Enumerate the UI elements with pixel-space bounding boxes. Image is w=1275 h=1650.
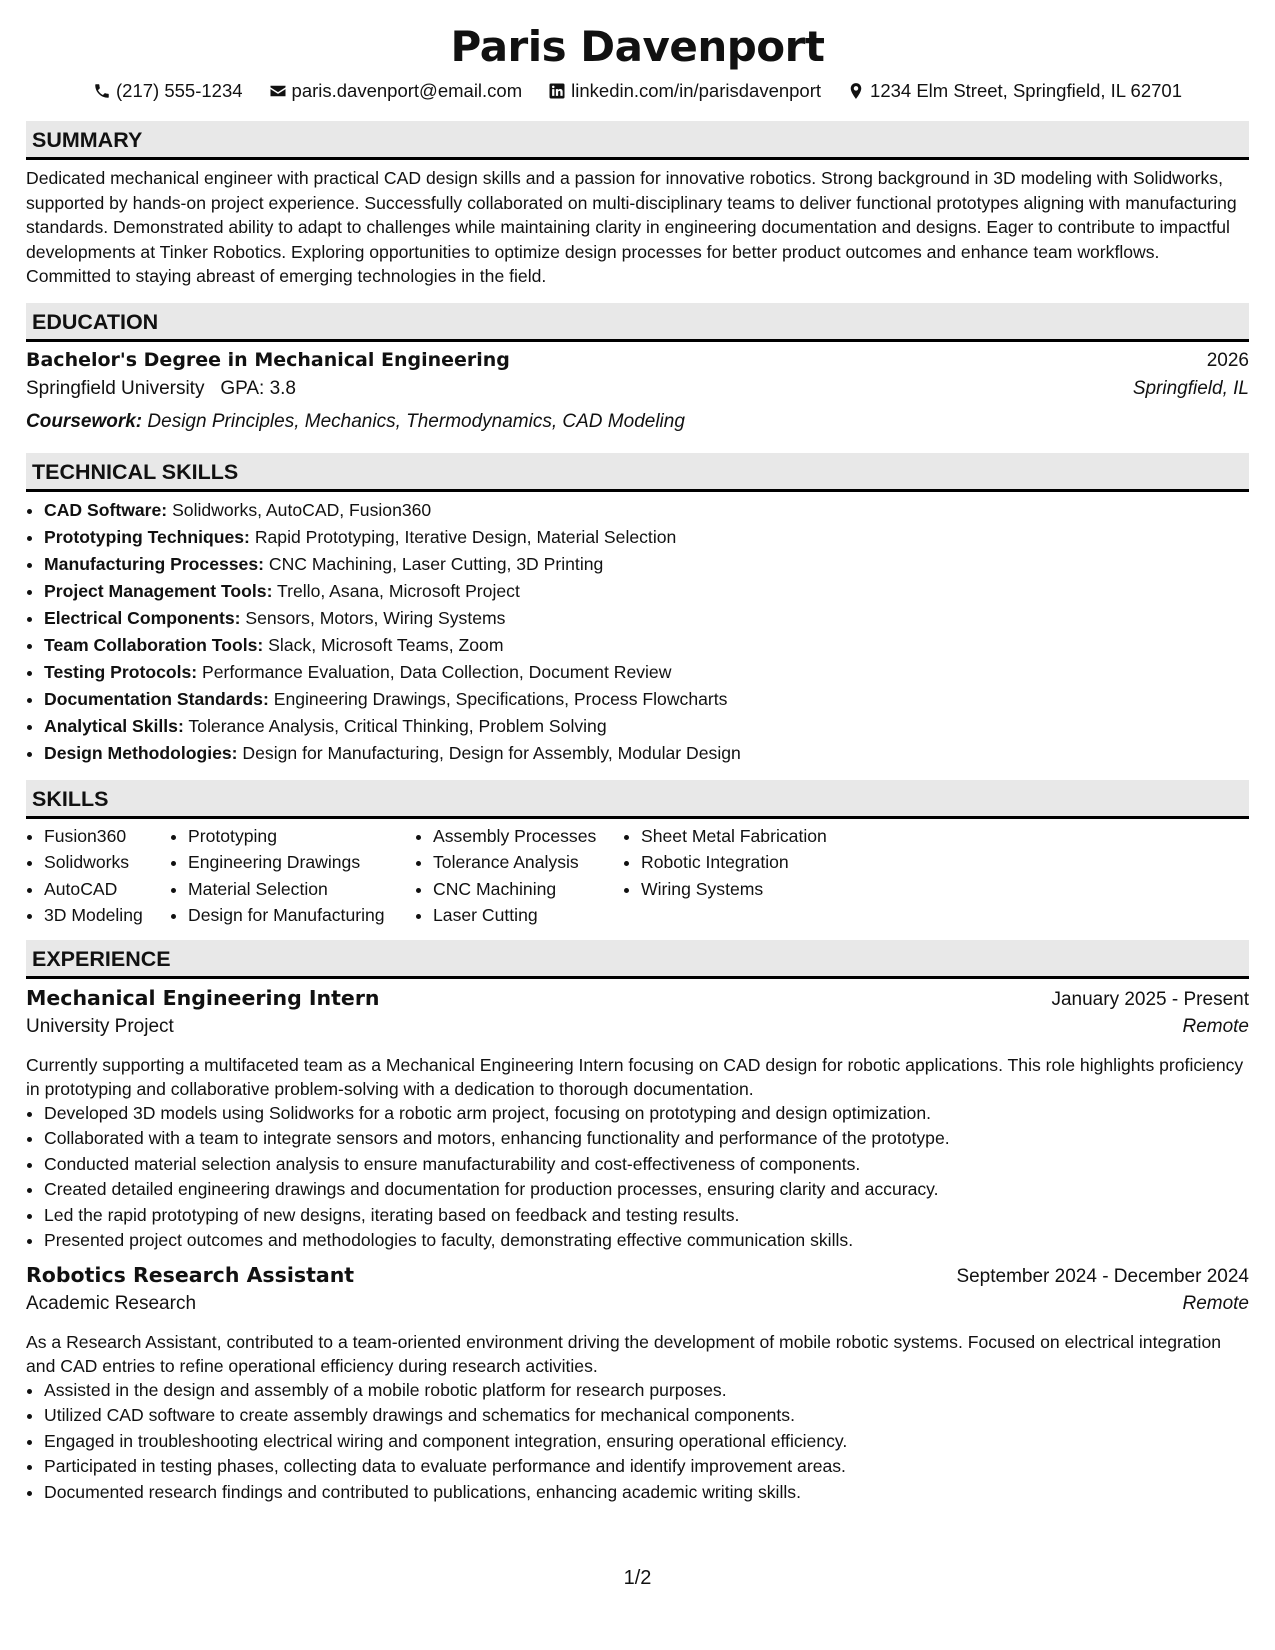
education-heading: EDUCATION [26,303,1249,342]
skill-label: Documentation Standards: [44,688,269,709]
list-item: • Sheet Metal Fabrication [641,823,881,850]
phone-text[interactable]: (217) 555-1234 [116,80,243,101]
skill-label: Team Collaboration Tools: [44,634,264,655]
skills-column [623,823,881,929]
list-item: • Assembly Processes [433,823,623,850]
list-item: • Engaged in troubleshooting electrical wiring and component integration, ensuring operational efficiency. [44,1429,1249,1455]
school-location: Springfield, IL [1132,377,1249,399]
list-item: • AutoCAD [44,876,170,903]
envelope-icon [269,82,287,100]
job-bullets [26,1378,1249,1506]
list-item: • Prototyping [188,823,415,850]
skill-label: Analytical Skills: [44,715,184,736]
list-item: • Utilized CAD software to create assembly drawings and schematics for mechanical components. [44,1403,1249,1429]
list-item: • Material Selection [188,876,415,903]
address-text: 1234 Elm Street, Springfield, IL 62701 [870,80,1182,101]
contact-address [847,80,1182,102]
job-header [26,1263,1249,1293]
list-item [44,497,1249,524]
list-item [44,605,1249,632]
page-number: 1/2 [623,1567,652,1589]
skill-label: Testing Protocols: [44,661,198,682]
technical-skills-heading: TECHNICAL SKILLS [26,453,1249,492]
contact-email [269,80,523,102]
summary-heading: SUMMARY [26,121,1249,160]
education-row-school [26,378,1249,407]
skill-value: Slack, Microsoft Teams, Zoom [268,634,504,655]
technical-skills-list [26,497,1249,767]
list-item: • Tolerance Analysis [433,849,623,876]
skill-label: Manufacturing Processes: [44,553,264,574]
skills-heading: SKILLS [26,780,1249,819]
skill-value: Trello, Asana, Microsoft Project [277,580,520,601]
job-title: Robotics Research Assistant [26,1262,355,1287]
skills-column [170,823,415,929]
job-location: Remote [1182,1292,1249,1314]
job-bullets [26,1101,1249,1254]
list-item: • Participated in testing phases, collecting data to evaluate performance and identify improvement areas. [44,1454,1249,1480]
skills-column [415,823,623,929]
list-item [44,713,1249,740]
contact-linkedin [548,80,821,102]
list-item [44,524,1249,551]
skill-label: CAD Software: [44,499,168,520]
skill-value: Design for Manufacturing, Design for Assembly, Modular Design [242,742,741,763]
skill-value: Sensors, Motors, Wiring Systems [245,607,506,628]
job-dates: September 2024 - December 2024 [956,1265,1249,1287]
job-location: Remote [1182,1015,1249,1037]
job-org: Academic Research [26,1292,197,1314]
skill-value: Performance Evaluation, Data Collection, Document Review [202,661,672,682]
school-line [26,378,296,400]
job-title: Mechanical Engineering Intern [26,985,380,1010]
list-item [44,632,1249,659]
list-item: • Solidworks [44,849,170,876]
summary-text: Dedicated mechanical engineer with practical CAD design skills and a passion for innovative robotics. Strong background in 3D modeling with Solidworks, supported by hands-on project experience. Successfully collaborated on multi-disciplinary teams to deliver functional prototypes aligning with manufacturing standards. Demonstrated ability to adapt to challenges while maintaining clarity in engineering documentation and designs. Eager to contribute to impactful developments at Tinker Robotics. Exploring opportunities to optimize design processes for better product outcomes and enhance team workflows. Committed to staying abreast of emerging technologies in the field. [26,168,1237,286]
list-item [44,578,1249,605]
coursework-line [26,407,1249,436]
job-org: University Project [26,1015,174,1037]
job-description: Currently supporting a multifaceted team as a Mechanical Engineering Intern focusing on CAD design for robotic applications. This role highlights proficiency in prototyping and collaborative problem-solving with a dedication to thorough documentation. [26,1054,1244,1099]
skill-value: Tolerance Analysis, Critical Thinking, Problem Solving [188,715,607,736]
list-item: • CNC Machining [433,876,623,903]
list-item [44,659,1249,686]
list-item: • Created detailed engineering drawings and documentation for production processes, ensuring clarity and accuracy. [44,1177,1249,1203]
list-item: • Fusion360 [44,823,170,850]
list-item: • Laser Cutting [433,902,623,929]
experience-entry [26,1263,1249,1506]
list-item: • 3D Modeling [44,902,170,929]
skill-value: Engineering Drawings, Specifications, Process Flowcharts [273,688,728,709]
education-row-degree [26,349,1249,378]
skill-label: Project Management Tools: [44,580,273,601]
skill-label: Prototyping Techniques: [44,526,250,547]
job-description: As a Research Assistant, contributed to a team-oriented environment driving the development of mobile robotic systems. Focused on electrical integration and CAD entries to refine operational efficiency during research activities. [26,1331,1222,1376]
skills-column [26,823,170,929]
linkedin-icon [548,82,566,100]
job-dates: January 2025 - Present [1051,988,1249,1010]
skill-label: Design Methodologies: [44,742,238,763]
list-item: • Design for Manufacturing [188,902,415,929]
list-item: • Engineering Drawings [188,849,415,876]
degree-title: Bachelor's Degree in Mechanical Engineering [26,348,510,371]
list-item: • Robotic Integration [641,849,881,876]
candidate-name: Paris Davenport [450,22,825,71]
list-item: • Led the rapid prototyping of new designs, iterating based on feedback and testing results. [44,1203,1249,1229]
school-name: Springfield University [26,377,205,399]
list-item: • Documented research findings and contributed to publications, enhancing academic writing skills. [44,1480,1249,1506]
job-subheader [26,1016,1249,1046]
list-item: • Developed 3D models using Solidworks for a robotic arm project, focusing on prototyping and design optimization. [44,1101,1249,1127]
list-item: • Assisted in the design and assembly of a mobile robotic platform for research purposes. [44,1378,1249,1404]
skills-grid [26,823,1249,929]
list-item [44,551,1249,578]
skill-value: CNC Machining, Laser Cutting, 3D Printing [268,553,604,574]
linkedin-text[interactable]: linkedin.com/in/parisdavenport [571,80,822,101]
coursework-list: Design Principles, Mechanics, Thermodynamics, CAD Modeling [147,410,685,432]
job-subheader [26,1293,1249,1323]
resume-page [26,0,1249,1505]
graduation-year: 2026 [1206,349,1249,371]
list-item: • Wiring Systems [641,876,881,903]
contact-phone [93,80,243,102]
experience-entry [26,986,1249,1254]
gpa: GPA: 3.8 [220,377,296,399]
list-item: • Collaborated with a team to integrate sensors and motors, enhancing functionality and performance of the prototype. [44,1126,1249,1152]
skill-label: Electrical Components: [44,607,241,628]
contact-bar [26,78,1249,104]
phone-icon [93,82,111,100]
map-pin-icon [847,82,865,100]
email-text[interactable]: paris.davenport@email.com [291,80,523,101]
list-item: • Presented project outcomes and methodologies to faculty, demonstrating effective communication skills. [44,1228,1249,1254]
list-item: • Conducted material selection analysis to ensure manufacturability and cost-effectiveness of components. [44,1152,1249,1178]
list-item [44,686,1249,713]
list-item [44,740,1249,767]
skill-value: Solidworks, AutoCAD, Fusion360 [172,499,432,520]
coursework-label: Coursework: [26,410,143,432]
experience-heading: EXPERIENCE [26,940,1249,979]
job-header [26,986,1249,1016]
skill-value: Rapid Prototyping, Iterative Design, Material Selection [254,526,677,547]
